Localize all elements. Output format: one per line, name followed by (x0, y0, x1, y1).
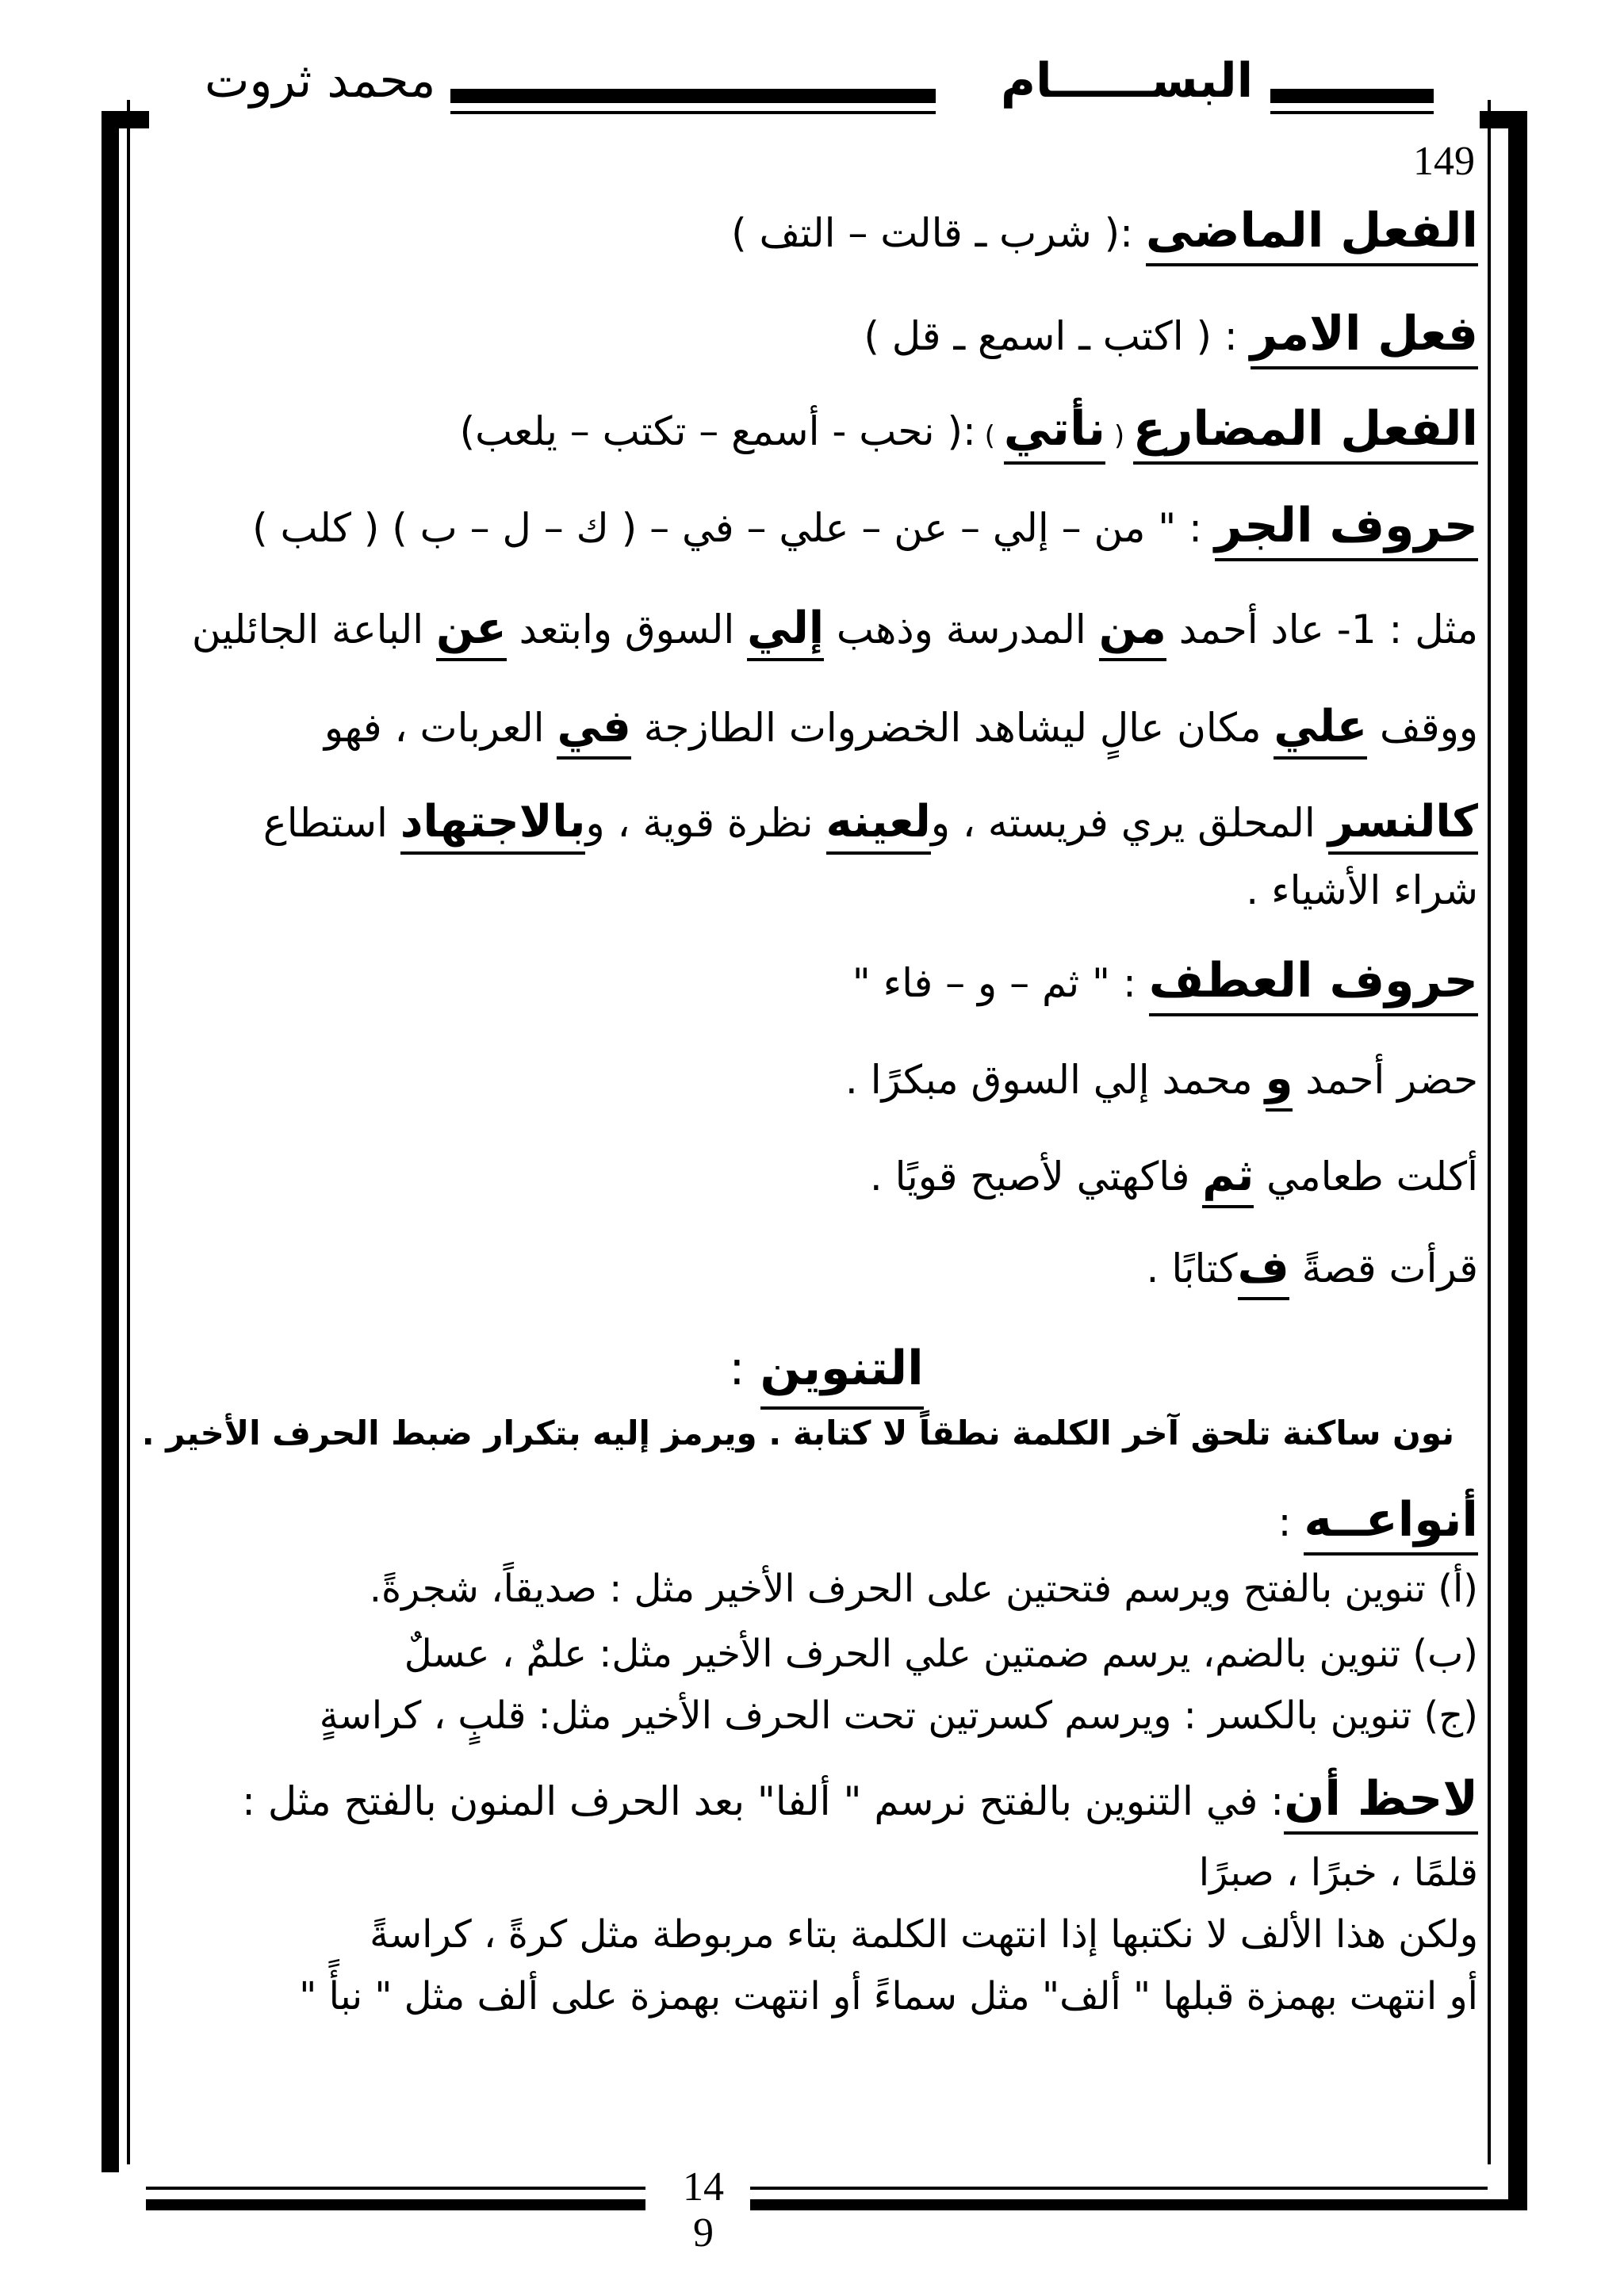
example2-mark-ala: علي (1274, 701, 1367, 760)
present-verb-open: ( (1105, 420, 1133, 452)
past-verb-label: الفعل الماضى (1146, 205, 1478, 266)
example2-text-b: مكان عالٍ ليشاهد الخضروات الطازجة (630, 705, 1274, 751)
page-number: 149 (1413, 139, 1475, 184)
example1-text-b: المدرسة وذهب (824, 607, 1099, 652)
tanween-heading-row (174, 1337, 1478, 1410)
tanween-definition: نون ساكنة تلحق آخر الكلمة نطقاً لا كتابة . ويرمز إليه بتكرار ضبط الحرف الأخير . (141, 1414, 1454, 1452)
footer-bar-left-thin (146, 2187, 645, 2190)
tanween-note-l4: أو انتهت بهمزة قبلها " ألف" مثل سماءً أو انتهت بهمزة على ألف مثل " نبأً " (299, 1974, 1478, 2019)
example3-text-a: المحلق يري فريسته ، و (930, 800, 1328, 846)
tanween-note-line (242, 1773, 1478, 1835)
example1-text-d: الباعة الجائلين (191, 607, 437, 652)
tanween-type-a: (أ) تنوين بالفتح ويرسم فتحتين على الحرف الأخير مثل : صديقاً، شجرةً. (369, 1567, 1478, 1611)
tanween-types-line (1278, 1494, 1478, 1556)
conj1-text-a: حضر أحمد (1293, 1057, 1478, 1103)
tanween-note-text: : في التنوين بالفتح نرسم " ألفا" بعد الحرف المنون بالفتح مثل : (242, 1778, 1285, 1824)
footer-bar-left (146, 2199, 645, 2210)
frame-top-left-corner (102, 111, 149, 128)
example3-mark-laaynihi: لعينه (826, 796, 931, 855)
frame-right (1508, 127, 1527, 2204)
present-verb-examples: :( نحب - أسمع – تكتب – يلعب) (459, 408, 976, 454)
imperative-label: فعل الامر (1251, 308, 1478, 369)
present-verb-label: الفعل المضارع (1133, 403, 1478, 465)
example2-text-c: العربات ، فهو (324, 705, 557, 751)
tanween-heading: التنوين (760, 1337, 924, 1410)
example1-text-a: مثل : 1- عاد أحمد (1166, 607, 1478, 652)
example3-mark-bilijtihad: بالاجتهاد (400, 796, 586, 855)
prepositions-line (252, 499, 1478, 561)
present-verb-line (460, 403, 1478, 465)
conjunctions-label: حروف العطف (1149, 955, 1478, 1016)
conj3-text-b: كتابًا . (1146, 1246, 1238, 1292)
conj-example-3 (1147, 1242, 1478, 1300)
tanween-note-l2: قلمًا ، خبرًا ، صبرًا (1198, 1850, 1478, 1895)
imperative-examples: ( اكتب ـ اسمع ـ قل ) (864, 313, 1212, 359)
example2-text-a: ووقف (1367, 705, 1478, 751)
footer-bar-right-thin (750, 2187, 1488, 2190)
conj3-text-a: قرأت قصةً (1289, 1246, 1478, 1292)
example1-mark-min: من (1099, 603, 1166, 661)
footer-bar-right (750, 2199, 1527, 2210)
tanween-types-label: أنواعــه (1304, 1494, 1478, 1556)
frame-right-thin (1488, 159, 1491, 2164)
conj2-text-a: أكلت طعامي (1254, 1154, 1478, 1200)
header-bar-right (1270, 89, 1434, 103)
header-bar-left-thin (450, 111, 936, 114)
conj3-mark-fa: ف (1238, 1242, 1289, 1300)
example3-text-c: استطاع (262, 800, 400, 846)
prepositions-list: : " من – إلي – عن – علي – في – ( ك – ل – ب ) ( كلب ) (252, 505, 1215, 551)
conjunctions-line (852, 955, 1478, 1016)
example-line-2 (324, 701, 1478, 760)
frame-left (102, 127, 119, 2172)
conj1-text-b: محمد إلي السوق مبكرًا . (845, 1057, 1266, 1103)
header-bar-left (450, 89, 936, 103)
frame-left-thin (127, 159, 130, 2164)
conj-example-1 (845, 1053, 1478, 1112)
example1-mark-ila: إلي (747, 603, 824, 661)
tanween-note-label: لاحظ أن (1284, 1773, 1478, 1835)
present-verb-mnemonic: نأتي (1004, 403, 1105, 465)
header-title: البســــــام (1001, 53, 1254, 109)
tanween-colon: : (729, 1341, 760, 1396)
footer-page-number: 14 9 (683, 2164, 724, 2256)
example-line-4: شراء الأشياء . (1246, 867, 1478, 913)
past-verb-sep: : (1120, 210, 1146, 256)
conj1-mark-waw: و (1266, 1053, 1293, 1112)
tanween-note-l3: ولكن هذا الألف لا نكتبها إذا انتهت الكلمة بتاء مربوطة مثل كرةً ، كراسةً (370, 1912, 1478, 1957)
example1-mark-an: عن (436, 603, 507, 661)
imperative-sep: : (1212, 313, 1251, 359)
prepositions-label: حروف الجر (1215, 499, 1478, 561)
example3-text-b: نظرة قوية ، و (585, 800, 826, 846)
header-bar-right-thin (1270, 111, 1434, 114)
example1-text-c: السوق وابتعد (506, 607, 748, 652)
conj-example-2 (870, 1150, 1478, 1208)
frame-top-right-thin (1488, 100, 1491, 163)
tanween-type-b: (ب) تنوين بالضم، يرسم ضمتين علي الحرف الأخير مثل: علمٌ ، عسلٌ (404, 1632, 1478, 1676)
imperative-line (864, 308, 1478, 369)
present-verb-close: ) (975, 420, 1004, 452)
frame-top-right-corner (1480, 111, 1527, 128)
example-line-1 (192, 603, 1478, 661)
tanween-types-colon: : (1277, 1499, 1304, 1545)
tanween-type-c: (ج) تنوين بالكسر : ويرسم كسرتين تحت الحرف الأخير مثل: قلبٍ ، كراسةٍ (319, 1693, 1478, 1738)
header-author: محمد ثروت (205, 53, 436, 109)
frame-top-left-thin (127, 100, 130, 163)
conj2-text-b: فاكهتي لأصبح قويًا . (869, 1154, 1203, 1200)
example-line-3 (263, 796, 1478, 855)
example3-mark-kalnasr: كالنسر (1328, 796, 1478, 855)
conj2-mark-thumma: ثم (1202, 1150, 1254, 1208)
example2-mark-fi: في (557, 701, 630, 760)
past-verb-line (731, 205, 1478, 266)
conjunctions-list: : " ثم – و – فاء " (852, 960, 1149, 1006)
past-verb-examples: ( شرب ـ قالت – التف ) (731, 210, 1120, 256)
